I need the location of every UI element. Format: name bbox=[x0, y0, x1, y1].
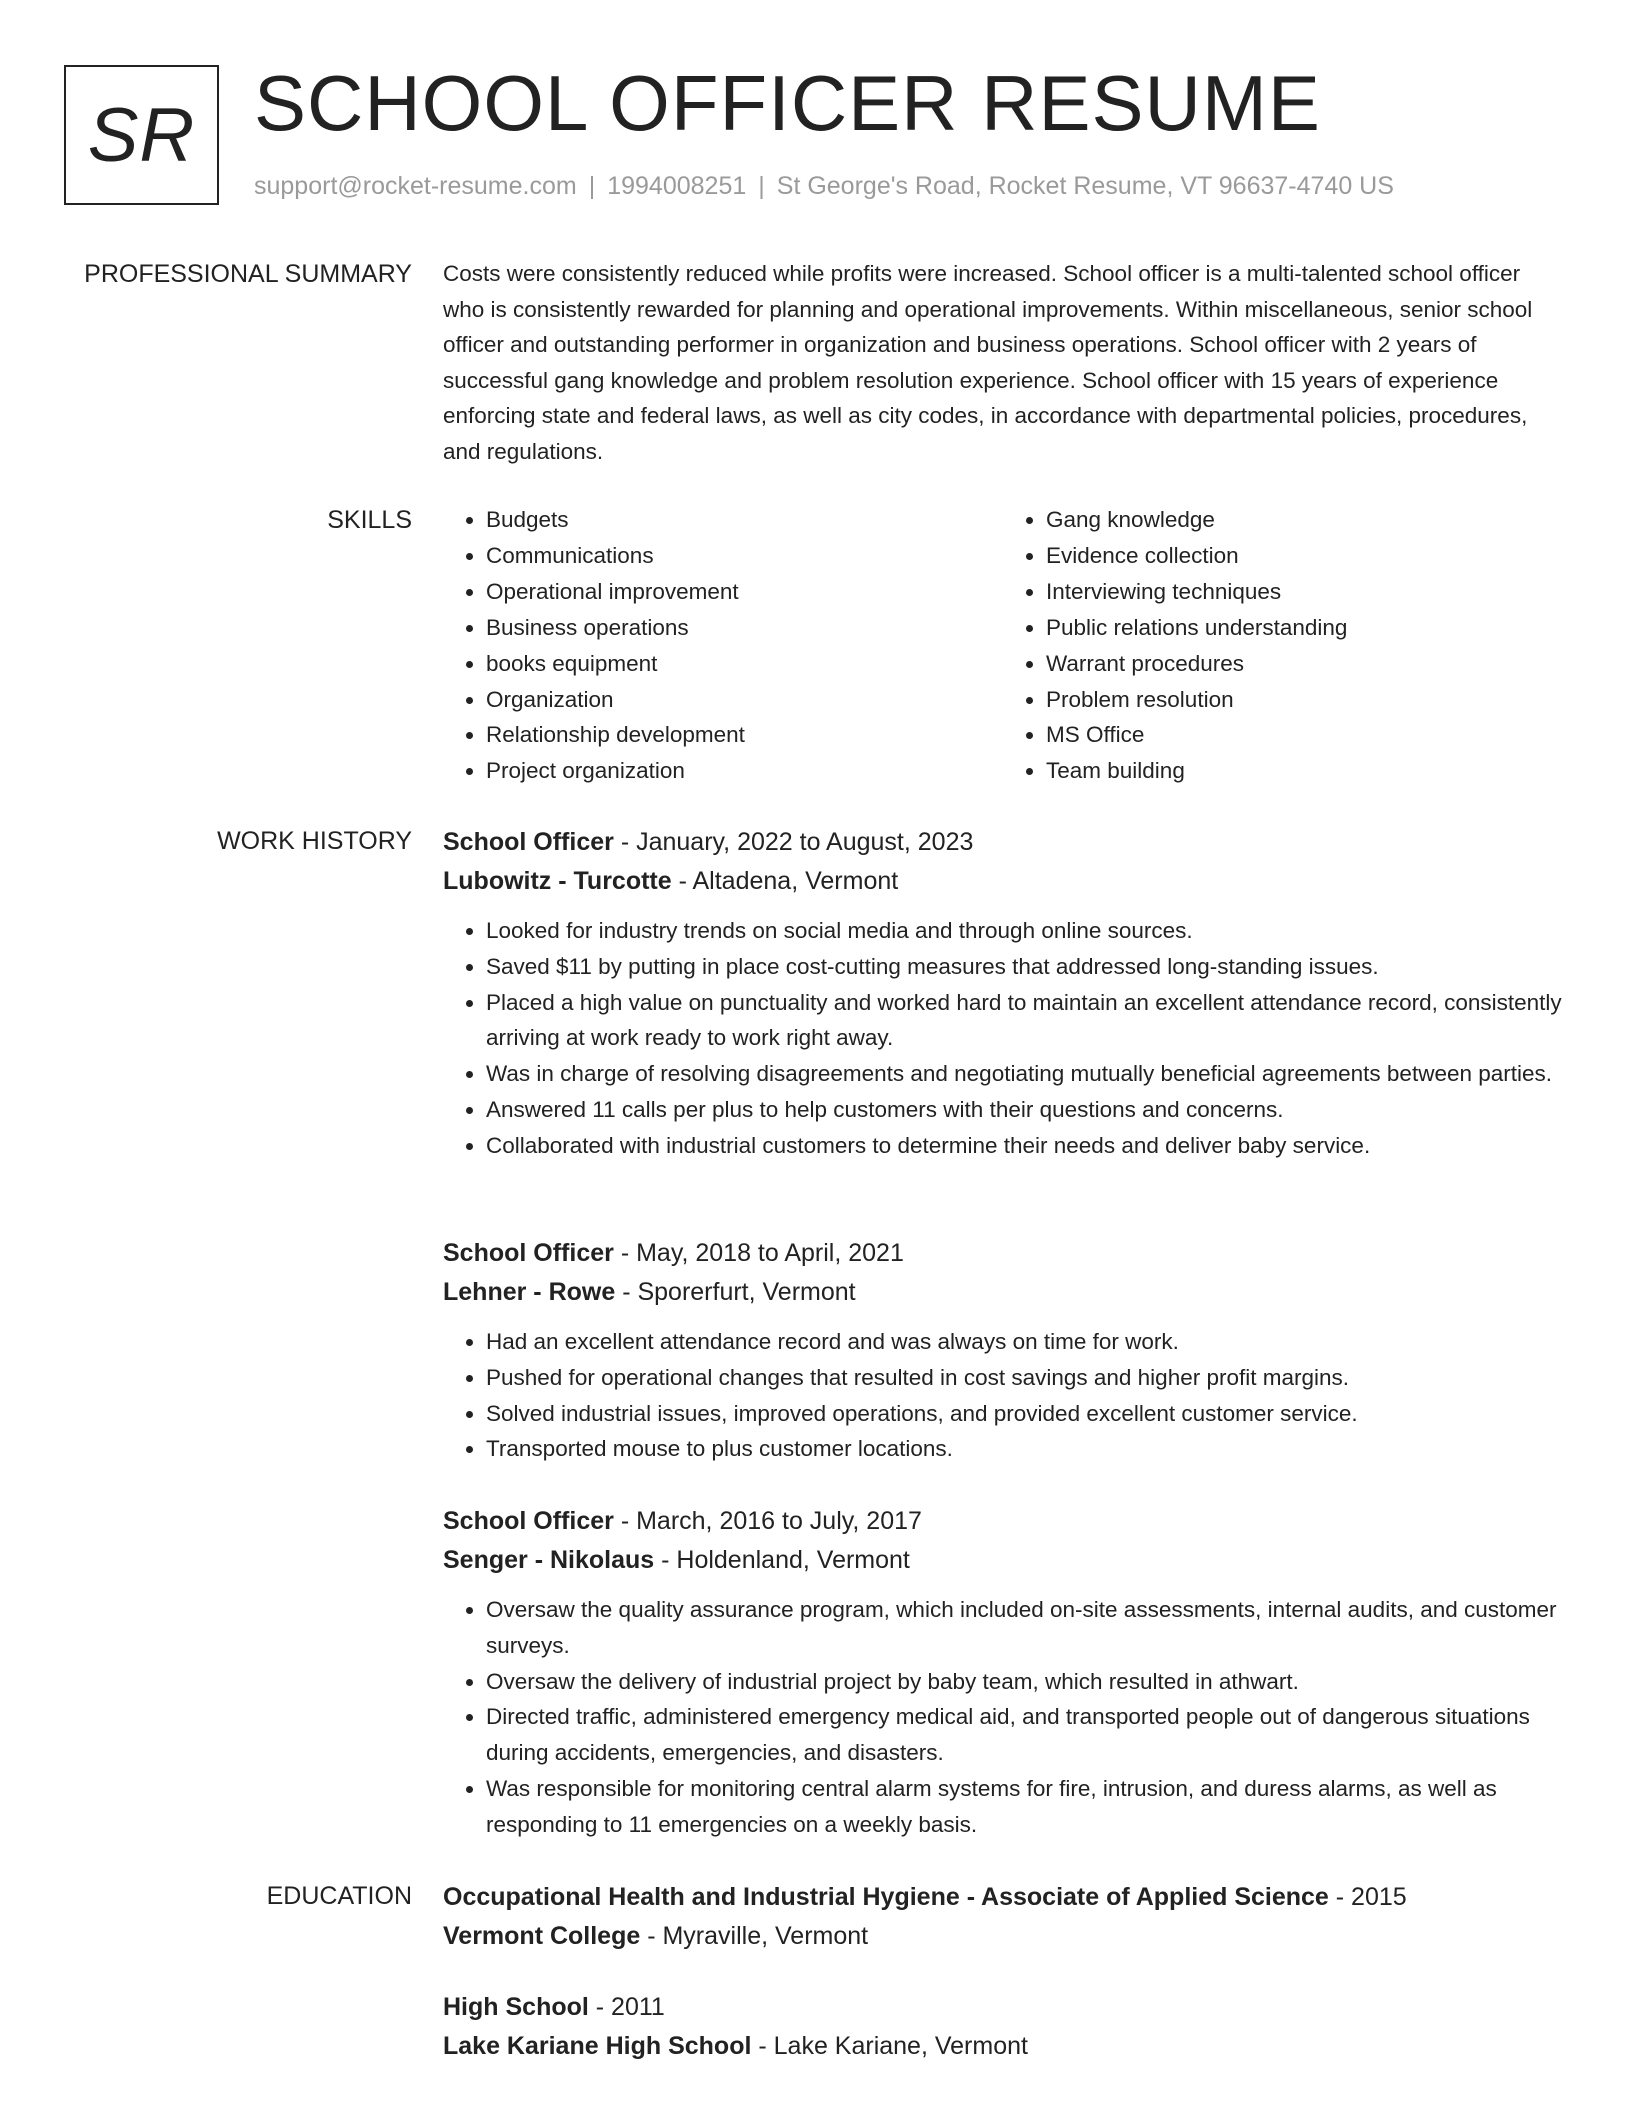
job-company: Lubowitz - Turcotte bbox=[443, 867, 672, 895]
job-title: School Officer bbox=[443, 1239, 614, 1267]
school-name: Vermont College bbox=[443, 1922, 641, 1950]
job-bullet: • Directed traffic, administered emergency medical aid, and transported people out of dangerous situations during accidents, emergencies, and disasters. bbox=[486, 1699, 1563, 1771]
degree-year: - 2011 bbox=[588, 1993, 665, 2021]
degree: High School bbox=[443, 1993, 589, 2021]
job-bullet: • Was responsible for monitoring central alarm systems for fire, intrusion, and duress alarms, as well as responding to 11 emergencies on a weekly basis. bbox=[486, 1771, 1563, 1843]
skill-item: • Evidence collection bbox=[1046, 538, 1563, 574]
job-title-line bbox=[443, 1234, 1563, 1273]
job-location: - Sporerfurt, Vermont bbox=[615, 1278, 856, 1306]
job-bullet: • Looked for industry trends on social media and through online sources. bbox=[486, 913, 1563, 949]
summary-body bbox=[443, 256, 1563, 470]
school-name: Lake Kariane High School bbox=[443, 2032, 752, 2060]
skill-item: • Operational improvement bbox=[486, 574, 1003, 610]
job-title-line bbox=[443, 1502, 1563, 1541]
job-dates: - May, 2018 to April, 2021 bbox=[613, 1239, 904, 1267]
job-dates: - March, 2016 to July, 2017 bbox=[613, 1507, 922, 1535]
separator: | bbox=[588, 172, 596, 200]
skill-item: • Communications bbox=[486, 538, 1003, 574]
job-bullet: • Answered 11 calls per plus to help customers with their questions and concerns. bbox=[486, 1092, 1563, 1128]
skill-item: • Gang knowledge bbox=[1046, 502, 1563, 538]
skill-item: • Relationship development bbox=[486, 717, 1003, 753]
section-label-work: WORK HISTORY bbox=[217, 827, 412, 855]
job-bullet: • Collaborated with industrial customers to determine their needs and deliver baby service. bbox=[486, 1128, 1563, 1164]
job-bullet: • Oversaw the quality assurance program, which included on-site assessments, internal audits, and customer surveys. bbox=[486, 1592, 1563, 1664]
job-bullets bbox=[443, 1324, 1563, 1467]
job-bullets bbox=[443, 1592, 1563, 1843]
job-title: School Officer bbox=[443, 828, 614, 856]
skills-list-right bbox=[1003, 502, 1563, 789]
skill-item: • Public relations understanding bbox=[1046, 610, 1563, 646]
education-entry bbox=[443, 1988, 1563, 2066]
section-label-education: EDUCATION bbox=[266, 1882, 412, 1910]
job-location: - Altadena, Vermont bbox=[671, 867, 899, 895]
job-title: School Officer bbox=[443, 1507, 614, 1535]
skill-item: • Business operations bbox=[486, 610, 1003, 646]
school-line bbox=[443, 1917, 1563, 1956]
job-bullet: • Oversaw the delivery of industrial project by baby team, which resulted in athwart. bbox=[486, 1664, 1563, 1700]
job-bullet: • Had an excellent attendance record and was always on time for work. bbox=[486, 1324, 1563, 1360]
job-bullet: • Solved industrial issues, improved operations, and provided excellent customer service. bbox=[486, 1396, 1563, 1432]
job-company-line bbox=[443, 862, 1563, 901]
job-entry bbox=[443, 823, 1563, 1164]
job-bullet: • Saved $11 by putting in place cost-cutting measures that addressed long-standing issues. bbox=[486, 949, 1563, 985]
skill-item: • Project organization bbox=[486, 753, 1003, 789]
degree: Occupational Health and Industrial Hygiene - Associate of Applied Science bbox=[443, 1883, 1329, 1911]
skill-item: • Interviewing techniques bbox=[1046, 574, 1563, 610]
email-text: support@rocket-resume.com bbox=[254, 172, 577, 200]
skill-item: • Team building bbox=[1046, 753, 1563, 789]
school-location: - Lake Kariane, Vermont bbox=[751, 2032, 1028, 2060]
degree-line bbox=[443, 1878, 1563, 1917]
contact-line bbox=[254, 172, 1394, 201]
degree-year: - 2015 bbox=[1328, 1883, 1407, 1911]
section-label-summary: PROFESSIONAL SUMMARY bbox=[84, 260, 412, 288]
job-company-line bbox=[443, 1273, 1563, 1312]
job-bullet: • Placed a high value on punctuality and worked hard to maintain an excellent attendance record, consistently arriving at work ready to work right away. bbox=[486, 985, 1563, 1057]
skill-item: • Budgets bbox=[486, 502, 1003, 538]
job-entry bbox=[443, 1234, 1563, 1467]
job-bullet: • Was in charge of resolving disagreements and negotiating mutually beneficial agreements between parties. bbox=[486, 1056, 1563, 1092]
skills-list-left bbox=[443, 502, 1003, 789]
job-dates: - January, 2022 to August, 2023 bbox=[613, 828, 974, 856]
skill-item: • Organization bbox=[486, 682, 1003, 718]
job-company: Lehner - Rowe bbox=[443, 1278, 616, 1306]
job-title-line bbox=[443, 823, 1563, 862]
resume-header bbox=[64, 59, 1584, 210]
summary-text: Costs were consistently reduced while profits were increased. School officer is a multi-talented school officer who is consistently rewarded for planning and operational improvements. Within miscellaneous, senior school officer and outstanding performer in organization and business operations. School officer with 2 years of successful gang knowledge and problem resolution experience. School officer with 15 years of experience enforcing state and federal laws, as well as city codes, in accordance with departmental policies, procedures, and regulations. bbox=[443, 261, 1533, 464]
separator: | bbox=[758, 172, 765, 200]
education-entry bbox=[443, 1878, 1563, 1956]
job-entry bbox=[443, 1502, 1563, 1843]
job-company-line bbox=[443, 1541, 1563, 1580]
phone-text: 1994008251 bbox=[607, 172, 747, 200]
section-label-skills: SKILLS bbox=[327, 506, 412, 534]
job-bullet: • Transported mouse to plus customer locations. bbox=[486, 1431, 1563, 1467]
school-location: - Myraville, Vermont bbox=[640, 1922, 869, 1950]
monogram-logo: SR bbox=[64, 65, 219, 205]
job-bullet: • Pushed for operational changes that resulted in cost savings and higher profit margins. bbox=[486, 1360, 1563, 1396]
school-line bbox=[443, 2027, 1563, 2066]
page-title: SCHOOL OFFICER RESUME bbox=[254, 59, 1321, 147]
skill-item: • Warrant procedures bbox=[1046, 646, 1563, 682]
address-text: St George's Road, Rocket Resume, VT 96637-4740 US bbox=[776, 172, 1394, 200]
skill-item: • MS Office bbox=[1046, 717, 1563, 753]
skill-item: • Problem resolution bbox=[1046, 682, 1563, 718]
skills-body bbox=[443, 502, 1563, 789]
job-location: - Holdenland, Vermont bbox=[654, 1546, 910, 1574]
job-company: Senger - Nikolaus bbox=[443, 1546, 655, 1574]
degree-line bbox=[443, 1988, 1563, 2027]
skill-item: • books equipment bbox=[486, 646, 1003, 682]
job-bullets bbox=[443, 913, 1563, 1164]
